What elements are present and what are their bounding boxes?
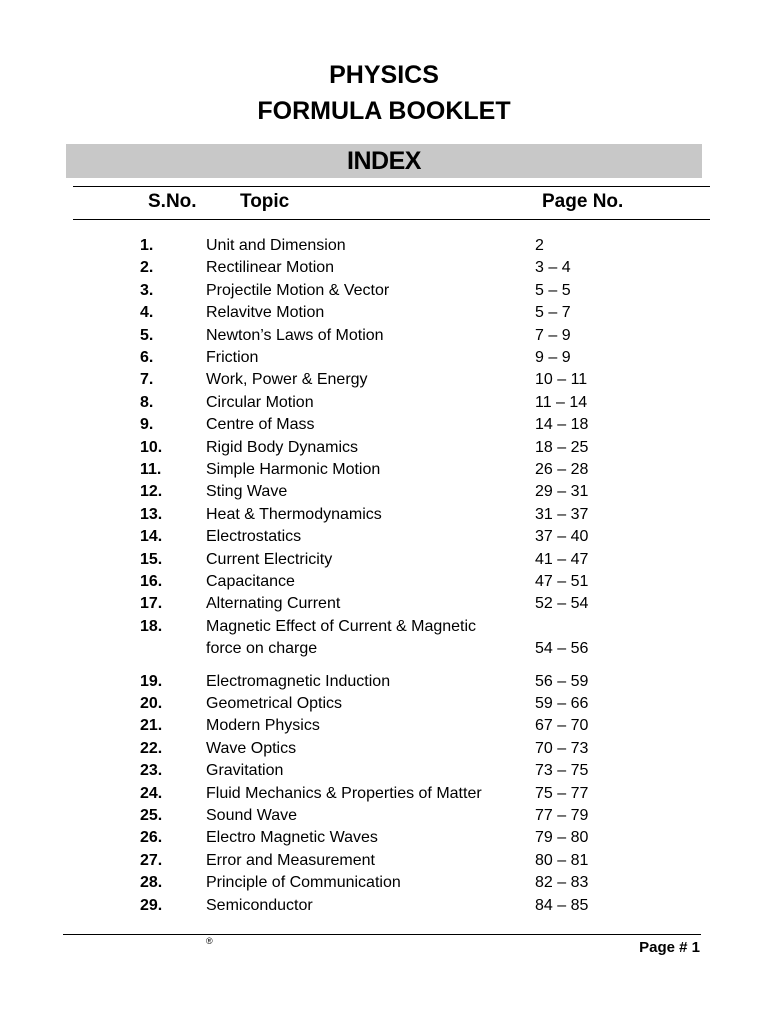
list-item: [0, 715, 768, 737]
entry-topic: Rectilinear Motion: [206, 259, 335, 277]
entry-pages: 79 – 80: [535, 829, 589, 847]
list-item: [0, 738, 768, 760]
entry-pages: 18 – 25: [535, 438, 589, 456]
list-item: [0, 549, 768, 571]
entry-number: 16.: [140, 573, 163, 590]
column-header-sno: S.No.: [148, 191, 197, 212]
index-heading-bar: [66, 144, 702, 178]
entry-number: 22.: [140, 739, 163, 757]
entry-number: 15.: [140, 550, 163, 568]
registered-mark: ®: [206, 936, 213, 946]
footer-rule: [63, 934, 701, 935]
entry-topic: Rigid Body Dynamics: [206, 438, 359, 456]
entry-pages: 56 – 59: [535, 672, 589, 690]
list-item: [0, 302, 768, 324]
entry-pages: 84 – 85: [535, 896, 589, 914]
entry-number: 4.: [140, 304, 154, 322]
entry-topic: Fluid Mechanics & Properties of Matter: [206, 784, 482, 802]
entry-number: 20.: [140, 695, 163, 712]
entry-topic: Alternating Current: [206, 595, 341, 613]
list-item: [0, 325, 768, 347]
entry-pages: 5 – 5: [535, 281, 571, 299]
list-item: [0, 414, 768, 436]
entry-number: 25.: [140, 807, 163, 824]
entry-number: 17.: [140, 595, 163, 613]
list-item: [0, 760, 768, 782]
entry-topic: Electro Magnetic Waves: [206, 829, 378, 847]
list-item: [0, 369, 768, 391]
entry-pages: 5 – 7: [535, 304, 571, 322]
entry-topic: Principle of Communication: [206, 874, 401, 892]
list-item: [0, 392, 768, 414]
entry-topic: Electromagnetic Induction: [206, 672, 391, 690]
entry-pages: 75 – 77: [535, 784, 589, 802]
entry-number: 11.: [140, 461, 162, 478]
entry-topic: Gravitation: [206, 762, 284, 780]
entry-number: 27.: [140, 851, 163, 869]
entry-topic: Projectile Motion & Vector: [206, 281, 390, 299]
list-item: [0, 827, 768, 849]
list-item: [0, 671, 768, 693]
entry-number: 3.: [140, 281, 154, 299]
entry-number: 19.: [140, 672, 163, 690]
entry-topic: Relavitve Motion: [206, 304, 325, 322]
entry-number: 1.: [140, 237, 154, 254]
entry-topic: Wave Optics: [206, 739, 297, 757]
entry-pages: 29 – 31: [535, 483, 589, 501]
entry-topic: Capacitance: [206, 573, 295, 590]
list-item: [0, 850, 768, 872]
entry-pages: 31 – 37: [535, 505, 589, 523]
index-heading: INDEX: [347, 147, 421, 175]
entry-pages: 7 – 9: [535, 326, 571, 344]
entry-number: 13.: [140, 505, 163, 523]
list-item: [0, 347, 768, 369]
entry-number: 10.: [140, 438, 163, 456]
entry-pages: 11 – 14: [535, 393, 588, 411]
entry-pages: 47 – 51: [535, 573, 589, 590]
entry-pages: 82 – 83: [535, 874, 589, 892]
entry-number: 5.: [140, 326, 154, 344]
entry-number: 6.: [140, 349, 154, 366]
entry-topic: Magnetic Effect of Current & Magnetic: [206, 617, 477, 635]
entry-number: 24.: [140, 784, 163, 802]
entry-pages: 3 – 4: [535, 259, 571, 277]
entry-number: 18.: [140, 617, 163, 635]
entry-number: 12.: [140, 483, 163, 501]
entry-topic: Friction: [206, 349, 259, 366]
entry-topic-continued: force on charge: [206, 639, 318, 657]
list-item: [0, 571, 768, 593]
header-bottom-rule: [73, 219, 710, 220]
list-item: [0, 872, 768, 894]
entry-topic: Modern Physics: [206, 717, 320, 735]
list-item: [0, 895, 768, 917]
entry-pages: 80 – 81: [535, 851, 589, 869]
entry-topic: Sting Wave: [206, 483, 288, 501]
list-item: [0, 783, 768, 805]
entry-number: 21.: [140, 717, 163, 735]
entry-pages: 14 – 18: [535, 416, 589, 434]
entry-pages: 73 – 75: [535, 762, 589, 780]
entry-number: 8.: [140, 393, 154, 411]
list-item: [0, 235, 768, 257]
column-header-page: Page No.: [542, 191, 624, 212]
entry-topic: Simple Harmonic Motion: [206, 461, 381, 478]
entry-number: 14.: [140, 528, 163, 546]
entry-number: 2.: [140, 259, 154, 277]
list-item: [0, 459, 768, 481]
list-item: [0, 280, 768, 302]
entry-pages: 70 – 73: [535, 739, 589, 757]
entry-pages: 59 – 66: [535, 695, 589, 712]
list-item: [0, 593, 768, 615]
list-item: [0, 805, 768, 827]
entry-number: 23.: [140, 762, 163, 780]
entry-pages: 77 – 79: [535, 807, 589, 824]
page-number: Page # 1: [639, 939, 700, 956]
entry-pages: 26 – 28: [535, 461, 589, 478]
list-item: [0, 504, 768, 526]
entry-topic: Electrostatics: [206, 528, 302, 546]
entry-topic: Sound Wave: [206, 807, 298, 824]
entry-pages: 10 – 11: [535, 371, 588, 389]
entry-pages: 9 – 9: [535, 349, 571, 366]
entry-topic: Circular Motion: [206, 393, 314, 411]
entry-number: 29.: [140, 896, 163, 914]
document-title-line1: PHYSICS: [329, 61, 439, 89]
list-item: [0, 616, 768, 660]
entry-topic: Semiconductor: [206, 896, 313, 914]
entry-pages: 2: [535, 237, 544, 254]
entry-number: 26.: [140, 829, 163, 847]
list-item: [0, 526, 768, 548]
entry-pages: 41 – 47: [535, 550, 589, 568]
entry-pages: 67 – 70: [535, 717, 589, 735]
entry-number: 9.: [140, 416, 154, 434]
list-item: [0, 481, 768, 503]
entry-pages: 52 – 54: [535, 595, 589, 613]
entry-topic: Current Electricity: [206, 550, 333, 568]
list-item: [0, 437, 768, 459]
entry-pages: 54 – 56: [535, 639, 589, 657]
entry-pages: 37 – 40: [535, 528, 589, 546]
entry-topic: Centre of Mass: [206, 416, 315, 434]
entry-number: 7.: [140, 371, 154, 389]
entry-topic: Newton’s Laws of Motion: [206, 326, 384, 344]
entry-topic: Error and Measurement: [206, 851, 375, 869]
entry-topic: Heat & Thermodynamics: [206, 505, 382, 523]
list-item: [0, 693, 768, 715]
document-title-line2: FORMULA BOOKLET: [257, 97, 511, 125]
column-header-topic: Topic: [240, 191, 290, 212]
list-item: [0, 257, 768, 279]
entry-topic: Unit and Dimension: [206, 237, 346, 254]
header-top-rule: [73, 186, 710, 187]
entry-topic: Geometrical Optics: [206, 695, 343, 712]
entry-number: 28.: [140, 874, 163, 892]
entry-topic: Work, Power & Energy: [206, 371, 368, 389]
